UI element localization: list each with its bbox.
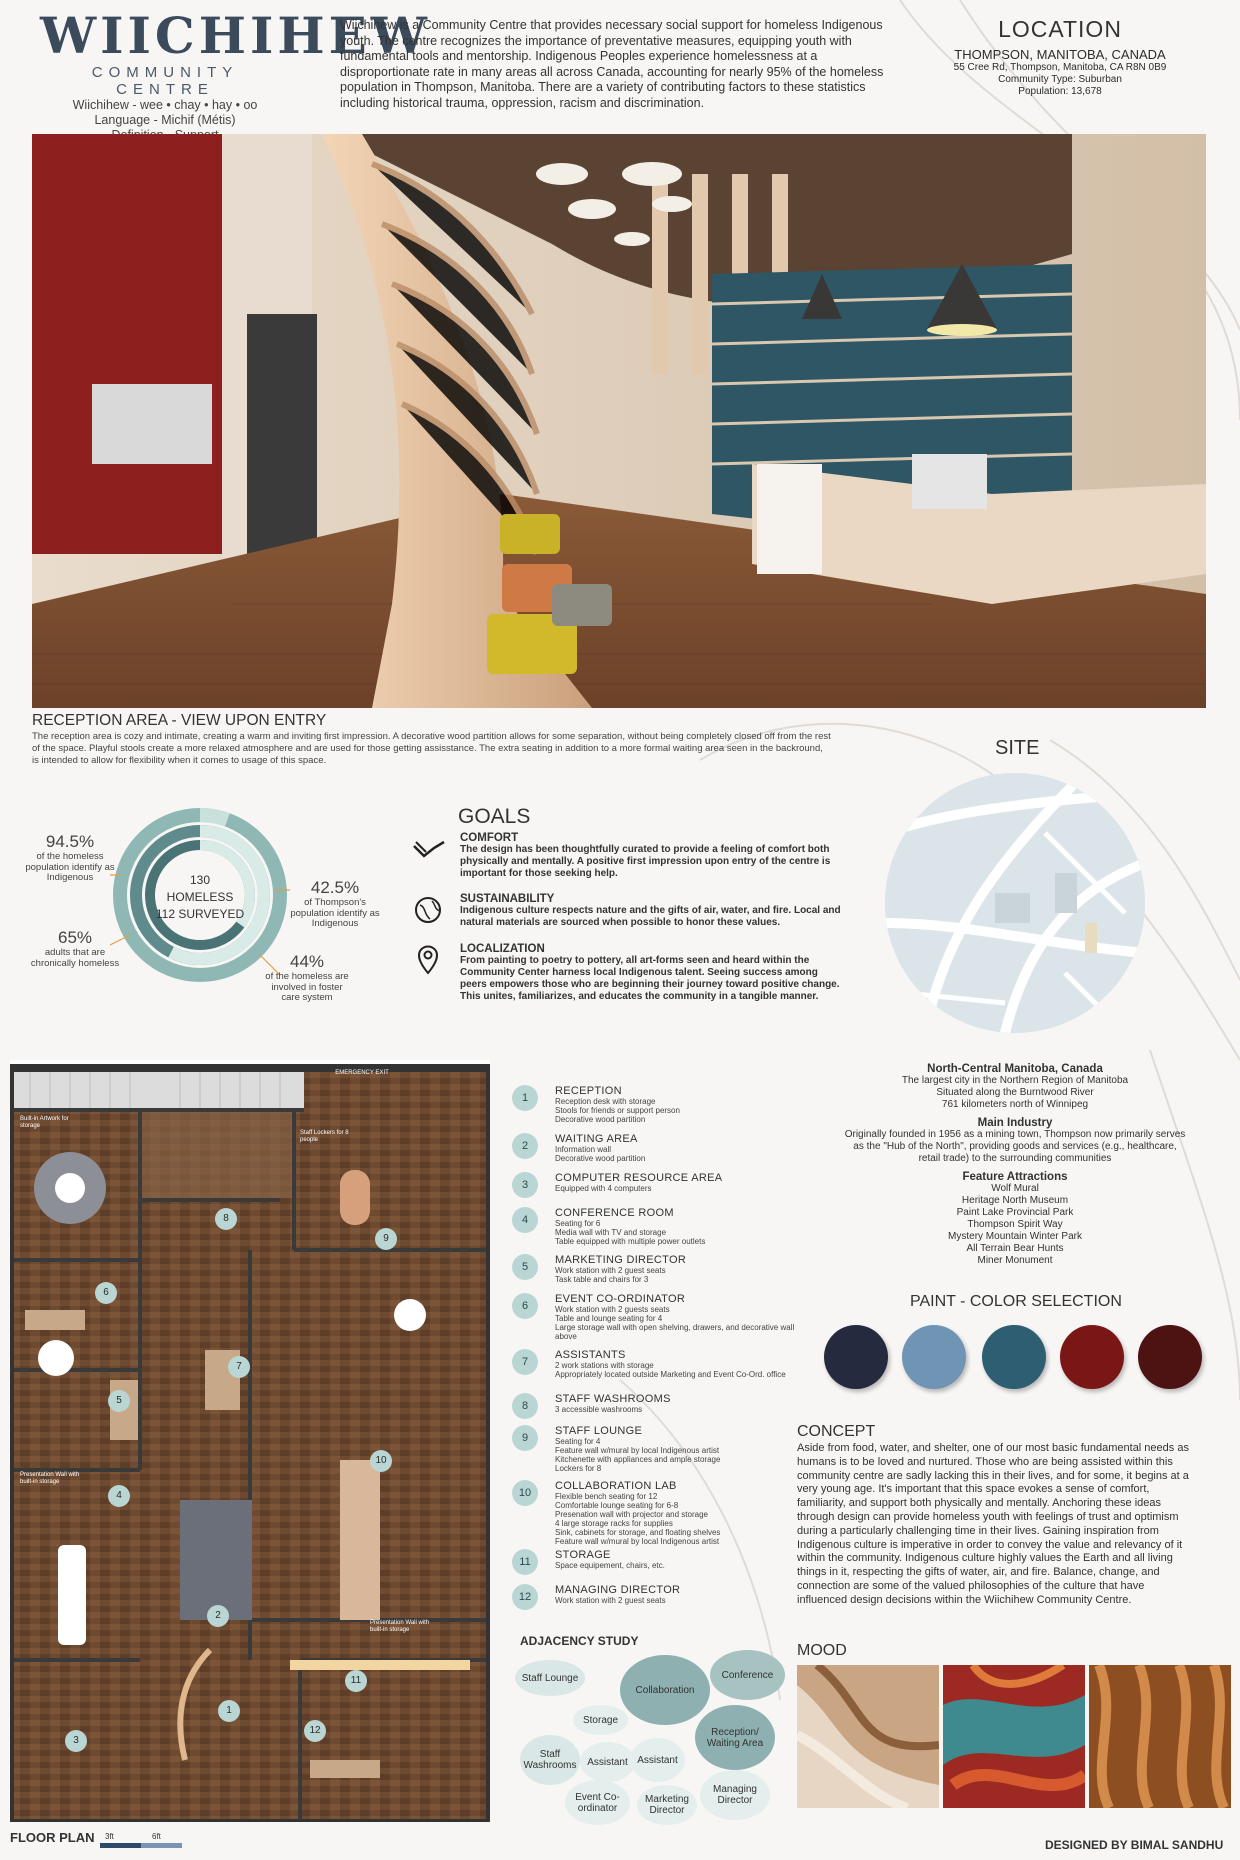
globe-leaf-icon — [412, 895, 446, 925]
stat-label: of Thompson's population identify as Indigenous — [290, 897, 380, 929]
legend-item-5 — [512, 1254, 802, 1284]
legend-item-8 — [512, 1393, 802, 1414]
bubble-staff-lounge: Staff Lounge — [515, 1660, 585, 1696]
legend-number: 7 — [512, 1349, 538, 1375]
bubble-assistant-2: Assistant — [630, 1738, 685, 1782]
legend-item-4 — [512, 1207, 802, 1246]
location-address: 55 Cree Rd, Thompson, Manitoba, CA R8N 0B9 — [953, 62, 1167, 73]
legend-desc: Seating for 4 Feature wall w/mural by local Indigenous artist Kitchenette with appliances and ample storage Lockers for 8 — [555, 1437, 721, 1473]
plan-marker-2: 2 — [207, 1605, 229, 1627]
legend-number: 4 — [512, 1207, 538, 1233]
bubble-marketing-director: Marketing Director — [637, 1785, 697, 1825]
site-fact: Situated along the Burntwood River — [936, 1087, 1094, 1098]
legend-title: STAFF LOUNGE — [555, 1425, 643, 1437]
attraction-item: Wolf Mural — [991, 1183, 1039, 1194]
hero-title: RECEPTION AREA - VIEW UPON ENTRY — [32, 712, 327, 729]
goal-text: The design has been thoughtfully curated to provide a feeling of comfort both physically and mentally. A positive first impression upon entry of the centre is important for those seeking help. — [460, 844, 831, 879]
legend-desc: Space equipement, chairs, etc. — [555, 1561, 665, 1570]
presentation-wall-label-2: Presentation Wall with built-in storage — [370, 1620, 430, 1633]
goal-title: COMFORT — [460, 832, 519, 844]
legend-number: 8 — [512, 1393, 538, 1419]
legend-number: 5 — [512, 1254, 538, 1280]
bubble-collaboration: Collaboration — [620, 1655, 710, 1725]
scale-6ft: 6ft — [152, 1832, 161, 1841]
legend-item-11 — [512, 1549, 802, 1570]
logo-wordmark: WIICHIHEW — [40, 6, 431, 65]
goal-comfort — [412, 832, 842, 880]
goal-text: From painting to poetry to pottery, all art-forms seen and heard within the Community Center harness local Indigenous talent. Seeing success among peers empowers those who are beginning their journey toward positive change. This unites, familiarizes, and educates the community in a tangible manner. — [460, 955, 840, 1002]
site-fact: The largest city in the Northern Region of Manitoba — [901, 1075, 1129, 1086]
legend-item-7 — [512, 1349, 802, 1379]
paint-swatches — [820, 1325, 1200, 1405]
stat-value: 94.5% — [45, 832, 95, 851]
adjacency-title: ADJACENCY STUDY — [520, 1634, 639, 1648]
location-type: Community Type: Suburban — [998, 74, 1122, 85]
legend-title: COMPUTER RESOURCE AREA — [555, 1172, 723, 1184]
plan-markers — [10, 1060, 490, 1822]
swatch-steel-blue — [902, 1325, 966, 1389]
legend-number: 12 — [512, 1584, 538, 1610]
legend-item-10 — [512, 1480, 802, 1546]
reception-render-image — [32, 134, 1206, 708]
mood-image-silk — [797, 1665, 939, 1808]
site-map — [885, 773, 1145, 1033]
floor-plan — [10, 1060, 490, 1822]
legend-title: EVENT CO-ORDINATOR — [555, 1293, 686, 1305]
plan-marker-10: 10 — [370, 1450, 392, 1472]
legend-number: 10 — [512, 1480, 538, 1506]
attraction-item: All Terrain Bear Hunts — [966, 1243, 1064, 1254]
staff-lockers-label: Staff Lockers for 8 people — [300, 1130, 349, 1143]
plan-marker-12: 12 — [304, 1720, 326, 1742]
logo-block — [40, 6, 431, 143]
stat-label: adults that are chronically homeless — [30, 947, 120, 969]
mood-image-wood-ribbons — [1089, 1665, 1231, 1808]
legend-number: 2 — [512, 1133, 538, 1159]
plan-marker-8: 8 — [215, 1208, 237, 1230]
legend-title: ASSISTANTS — [555, 1349, 626, 1361]
language-line: Language - Michif (Métis) — [94, 113, 236, 127]
location-population: Population: 13,678 — [1018, 86, 1102, 97]
goal-localization — [412, 943, 842, 1003]
legend-desc: Work station with 2 guest seats — [555, 1596, 666, 1605]
plan-marker-7: 7 — [228, 1356, 250, 1378]
industry-heading: Main Industry — [977, 1117, 1053, 1129]
stat-chronic-homeless — [25, 928, 125, 969]
legend-number: 9 — [512, 1425, 538, 1451]
legend-title: STAFF WASHROOMS — [555, 1393, 671, 1405]
legend-desc: Flexible bench seating for 12 Comfortable lounge seating for 6-8 Presenation wall with projector and storage 4 large storage racks for supplies Sink, cabinets for storage, and floating shelves Feature wall w/mural by local Indigenous artist — [555, 1492, 721, 1546]
legend-title: STORAGE — [555, 1549, 611, 1561]
legend-desc: Reception desk with storage Stools for friends or support person Decorative wood partition — [555, 1097, 680, 1124]
plan-marker-6: 6 — [95, 1282, 117, 1304]
legend-title: MANAGING DIRECTOR — [555, 1584, 681, 1596]
location-pin-icon — [412, 945, 446, 975]
industry-text: Originally founded in 1956 as a mining town, Thompson now primarily serves as the "Hub of the North", providing goods and services (e.g., healthcare, retail trade) to the surrounding communities — [844, 1129, 1186, 1164]
stat-value: 44% — [289, 952, 325, 971]
plan-marker-9: 9 — [375, 1228, 397, 1250]
swatch-maroon — [1138, 1325, 1202, 1389]
hero-caption: The reception area is cozy and intimate, creating a warm and inviting first impression. A decorative wood partition allows for some separation, without being completely closed off from the rest of the space. Playful stools create a more relaxed atmosphere and are used for those getting assisstance. The extra seating in addition to a more formal waiting area seen in the backround, is intended to allow for flexibility when it comes to usage of this space. — [32, 731, 831, 766]
concept-text: Aside from food, water, and shelter, one of our most basic fundamental needs as humans is to be loved and nurtured. Those who are being assisted within this community centre are sadly lacking this in their lives, and for some, it begins at a very young age. It's important that this space evokes a sense of comfort, familiarity, and support both physically and mentally. Anchoring these ideas through design can provide homeless youth with feelings of trust and optimism during a particularly challenging time in their lives. Gaining inspiration from Indigenous culture is imperative in order to convey the value and relevancy of it within the community. Indigenous culture highly values the Earth and all living things in it, respecting the gifts of water, air, and fire. Balance, change, and connection are some of the valued philosophies of the culture that have influenced design decisions within the Wiichihew Community Centre. — [797, 1442, 1189, 1606]
attraction-item: Paint Lake Provincial Park — [956, 1207, 1074, 1218]
legend-desc: 2 work stations with storage Appropriately located outside Marketing and Event Co-Ord. office — [555, 1361, 786, 1379]
bubble-conference: Conference — [710, 1650, 785, 1700]
bubble-storage: Storage — [573, 1705, 628, 1735]
stat-label: of the homeless are involved in foster care system — [265, 971, 349, 1003]
donut-center-line2: 112 SURVEYED — [155, 907, 245, 921]
stat-value: 42.5% — [310, 878, 360, 897]
presentation-wall-label: Presentation Wall with built-in storage — [20, 1472, 80, 1485]
attraction-item: Heritage North Museum — [961, 1195, 1069, 1206]
swatch-teal — [982, 1325, 1046, 1389]
legend-number: 3 — [512, 1172, 538, 1198]
intro-paragraph: Wiichihew is a Community Centre that provides necessary social support for homeless Indigenous youth. The centre recognizes the importance of preventative measures, equipping youth with fundamental tools and mentorship. Indigenous Peoples experience homelessness at a disproportionate rate in many areas all across Canada, accounting for nearly 95% of the homeless population in Thompson, Manitoba. There are a variety of contributing factors to these statistics including historical trauma, oppression, racism and discrimination. — [340, 18, 884, 110]
legend-item-9 — [512, 1425, 802, 1473]
site-title: SITE — [995, 737, 1040, 759]
bubble-event-coordinator: Event Co-ordinator — [565, 1780, 630, 1825]
attraction-item: Miner Monument — [977, 1255, 1053, 1266]
goals-title: GOALS — [458, 805, 531, 828]
donut-center-label — [155, 872, 245, 923]
goal-sustainability — [412, 893, 842, 929]
legend-desc: Seating for 6 Media wall with TV and storage Table equipped with multiple power outlets — [555, 1219, 706, 1246]
legend-desc: Work station with 2 guests seats Table and lounge seating for 4 Large storage wall with open shelving, drawers, and decorative wall above — [555, 1305, 795, 1341]
bubble-reception: Reception/ Waiting Area — [695, 1705, 775, 1770]
legend-item-2 — [512, 1133, 802, 1163]
legend-title: COLLABORATION LAB — [555, 1480, 677, 1492]
plan-marker-1: 1 — [218, 1700, 240, 1722]
plan-marker-3: 3 — [65, 1730, 87, 1752]
attractions-heading: Feature Attractions — [962, 1171, 1068, 1183]
legend-desc: 3 accessible washrooms — [555, 1405, 643, 1414]
location-block — [935, 16, 1185, 98]
legend-title: WAITING AREA — [555, 1133, 638, 1145]
logo-subtitle: COMMUNITY CENTRE — [91, 64, 239, 98]
pronunciation: Wiichihew - wee • chay • hay • oo — [72, 98, 258, 112]
location-title: LOCATION — [998, 16, 1122, 42]
swatch-red — [1060, 1325, 1124, 1389]
mood-image-feathers — [943, 1665, 1085, 1808]
goal-text: Indigenous culture respects nature and the gifts of air, water, and fire. Local and natural materials are sourced when possible to honor these values. — [460, 905, 841, 928]
legend-number: 1 — [512, 1085, 538, 1111]
site-fact: 761 kilometers north of Winnipeg — [941, 1099, 1089, 1110]
designer-credit: DESIGNED BY BIMAL SANDHU — [1045, 1838, 1224, 1852]
legend-number: 6 — [512, 1293, 538, 1319]
paint-title: PAINT - COLOR SELECTION — [910, 1293, 1122, 1310]
legend-desc: Equipped with 4 computers — [555, 1184, 652, 1193]
bubble-managing-director: Managing Director — [700, 1770, 770, 1820]
donut-center-line1: 130 HOMELESS — [166, 873, 234, 904]
hands-icon — [412, 834, 446, 864]
legend-desc: Information wall Decorative wood partition — [555, 1145, 646, 1163]
adjacency-diagram — [515, 1650, 785, 1825]
plan-marker-5: 5 — [108, 1390, 130, 1412]
stat-thompson-indigenous — [290, 878, 380, 930]
legend-desc: Work station with 2 guest seats Task table and chairs for 3 — [555, 1266, 666, 1284]
plan-marker-11: 11 — [345, 1670, 367, 1692]
scale-bar — [100, 1843, 182, 1848]
attraction-item: Thompson Spirit Way — [967, 1219, 1063, 1230]
plan-marker-4: 4 — [108, 1485, 130, 1507]
scale-3ft: 3ft — [105, 1832, 114, 1841]
legend-item-6 — [512, 1293, 802, 1341]
concept-title: CONCEPT — [797, 1423, 876, 1440]
legend-number: 11 — [512, 1549, 538, 1575]
legend-item-3 — [512, 1172, 802, 1193]
mood-title: MOOD — [797, 1642, 847, 1659]
bubble-assistant-1: Assistant — [580, 1742, 635, 1782]
stat-value: 65% — [57, 928, 93, 947]
stat-foster-care — [262, 952, 352, 1004]
region-heading: North-Central Manitoba, Canada — [927, 1063, 1103, 1075]
bubble-staff-washrooms: Staff Washrooms — [520, 1735, 580, 1785]
floor-plan-title: FLOOR PLAN — [10, 1830, 95, 1845]
legend-title: MARKETING DIRECTOR — [555, 1254, 687, 1266]
legend-item-12 — [512, 1584, 802, 1605]
site-description — [830, 1057, 1200, 1267]
attraction-item: Mystery Mountain Winter Park — [948, 1231, 1082, 1242]
legend-title: CONFERENCE ROOM — [555, 1207, 674, 1219]
goal-title: LOCALIZATION — [460, 943, 545, 955]
legend-title: RECEPTION — [555, 1085, 622, 1097]
goal-title: SUSTAINABILITY — [460, 893, 555, 905]
emergency-exit-label: EMERGENCY EXIT — [335, 1070, 389, 1076]
stat-label: of the homeless population identify as Indigenous — [25, 851, 115, 883]
location-city: THOMPSON, MANITOBA, CANADA — [954, 47, 1166, 62]
built-in-artwork-label: Built-in Artwork for storage — [20, 1116, 69, 1129]
swatch-navy — [824, 1325, 888, 1389]
stat-indigenous-homeless — [25, 832, 115, 884]
legend-item-1 — [512, 1085, 802, 1124]
